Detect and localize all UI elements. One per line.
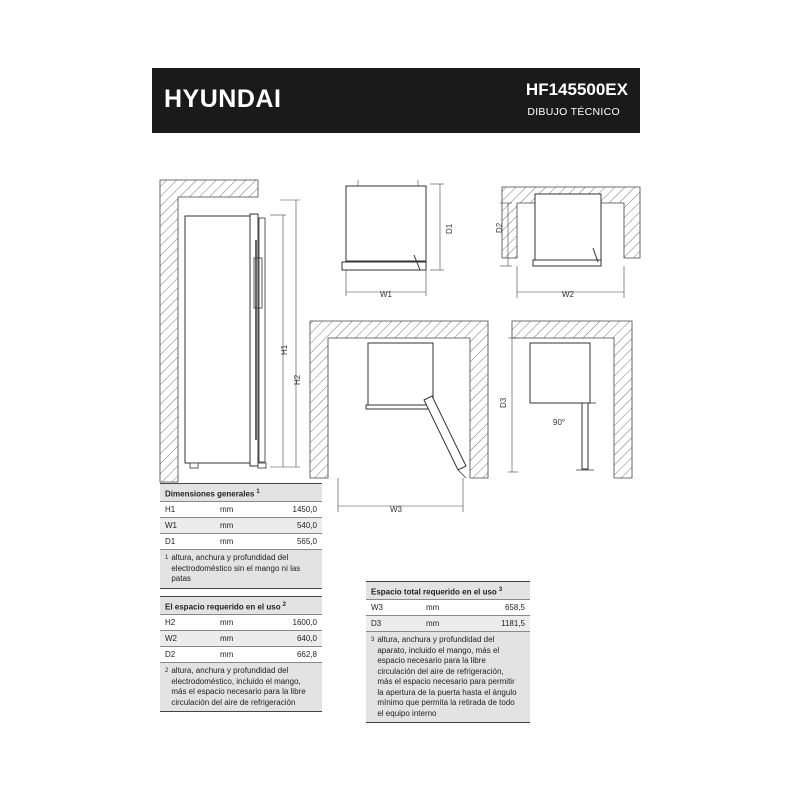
row-value: 1600,0 [292, 618, 317, 627]
row-label: W1 [165, 521, 177, 530]
table-total-note [366, 631, 530, 723]
note-text: altura, anchura y profundidad del aparato, incluido el mango, más el espacio necesario para la libre circulación del aire de refrigeración, más el espacio necesario para permitir la apertura de la puerta hasta el ángulo mínimo que permita la retirada de todo el equipo interno [377, 635, 517, 718]
row-unit: mm [426, 619, 440, 628]
row-unit: mm [220, 634, 234, 643]
table-row [160, 517, 322, 533]
note-text: altura, anchura y profundidad del electrodoméstico sin el mango ni las patas [171, 553, 301, 583]
brand-logo: HYUNDAI [164, 85, 282, 113]
table-general-dimensions [160, 483, 322, 589]
table-row [160, 614, 322, 630]
top-view-w2 [495, 187, 640, 299]
label-w2: W2 [562, 290, 574, 299]
document-subtitle: DIBUJO TÉCNICO [527, 106, 620, 118]
row-unit: mm [220, 505, 234, 514]
note-marker: 3 [371, 637, 375, 643]
table-use-title [160, 596, 322, 614]
row-label: H2 [165, 618, 176, 627]
row-value: 662,8 [296, 650, 317, 659]
model-number: HF145500EX [525, 80, 628, 99]
table-use-title-text: El espacio requerido en el uso [165, 602, 281, 612]
row-unit: mm [220, 537, 234, 546]
note-marker: 2 [165, 668, 169, 674]
table-general-note [160, 549, 322, 589]
table-total-marker: 3 [498, 587, 503, 593]
label-w1: W1 [380, 290, 392, 299]
label-w3: W3 [390, 505, 402, 514]
table-general-marker: 1 [256, 489, 260, 495]
row-unit: mm [220, 521, 234, 530]
table-general-title-text: Dimensiones generales [165, 489, 255, 499]
note-marker: 1 [165, 555, 169, 561]
row-label: H1 [165, 505, 176, 514]
table-use-space [160, 596, 322, 712]
row-label: W3 [371, 603, 383, 612]
row-value: 540,0 [296, 521, 317, 530]
table-row [160, 630, 322, 646]
table-row [160, 646, 322, 662]
row-label: D3 [371, 619, 382, 628]
label-d2: D2 [495, 222, 504, 233]
label-d1: D1 [445, 223, 454, 234]
side-view [160, 180, 302, 482]
table-use-note [160, 662, 322, 712]
row-value: 565,0 [296, 537, 317, 546]
row-unit: mm [426, 603, 440, 612]
label-h2: H2 [293, 374, 302, 385]
table-total-title [366, 581, 530, 599]
label-d3: D3 [499, 397, 508, 408]
table-total-title-text: Espacio total requerido en el uso [371, 587, 497, 597]
note-text: altura, anchura y profundidad del electrodoméstico, incluido el mango, más el espacio necesario para la libre circulación del aire de refrigeración [171, 666, 306, 707]
table-row [366, 615, 530, 631]
table-row [160, 533, 322, 549]
table-row [366, 599, 530, 615]
row-label: W2 [165, 634, 177, 643]
top-view-w1 [342, 180, 454, 299]
table-general-title [160, 483, 322, 501]
row-label: D2 [165, 650, 176, 659]
table-row [160, 501, 322, 517]
row-label: D1 [165, 537, 176, 546]
top-view-d3 [499, 321, 632, 478]
row-value: 1450,0 [292, 505, 317, 514]
top-view-w3 [310, 321, 488, 514]
label-angle: 90° [553, 418, 566, 427]
row-value: 1181,5 [501, 619, 525, 628]
row-value: 640,0 [296, 634, 317, 643]
table-use-marker: 2 [282, 602, 286, 608]
table-total-space [366, 581, 530, 723]
row-unit: mm [220, 650, 234, 659]
row-unit: mm [220, 618, 234, 627]
label-h1: H1 [280, 344, 289, 355]
row-value: 658,5 [504, 603, 525, 612]
